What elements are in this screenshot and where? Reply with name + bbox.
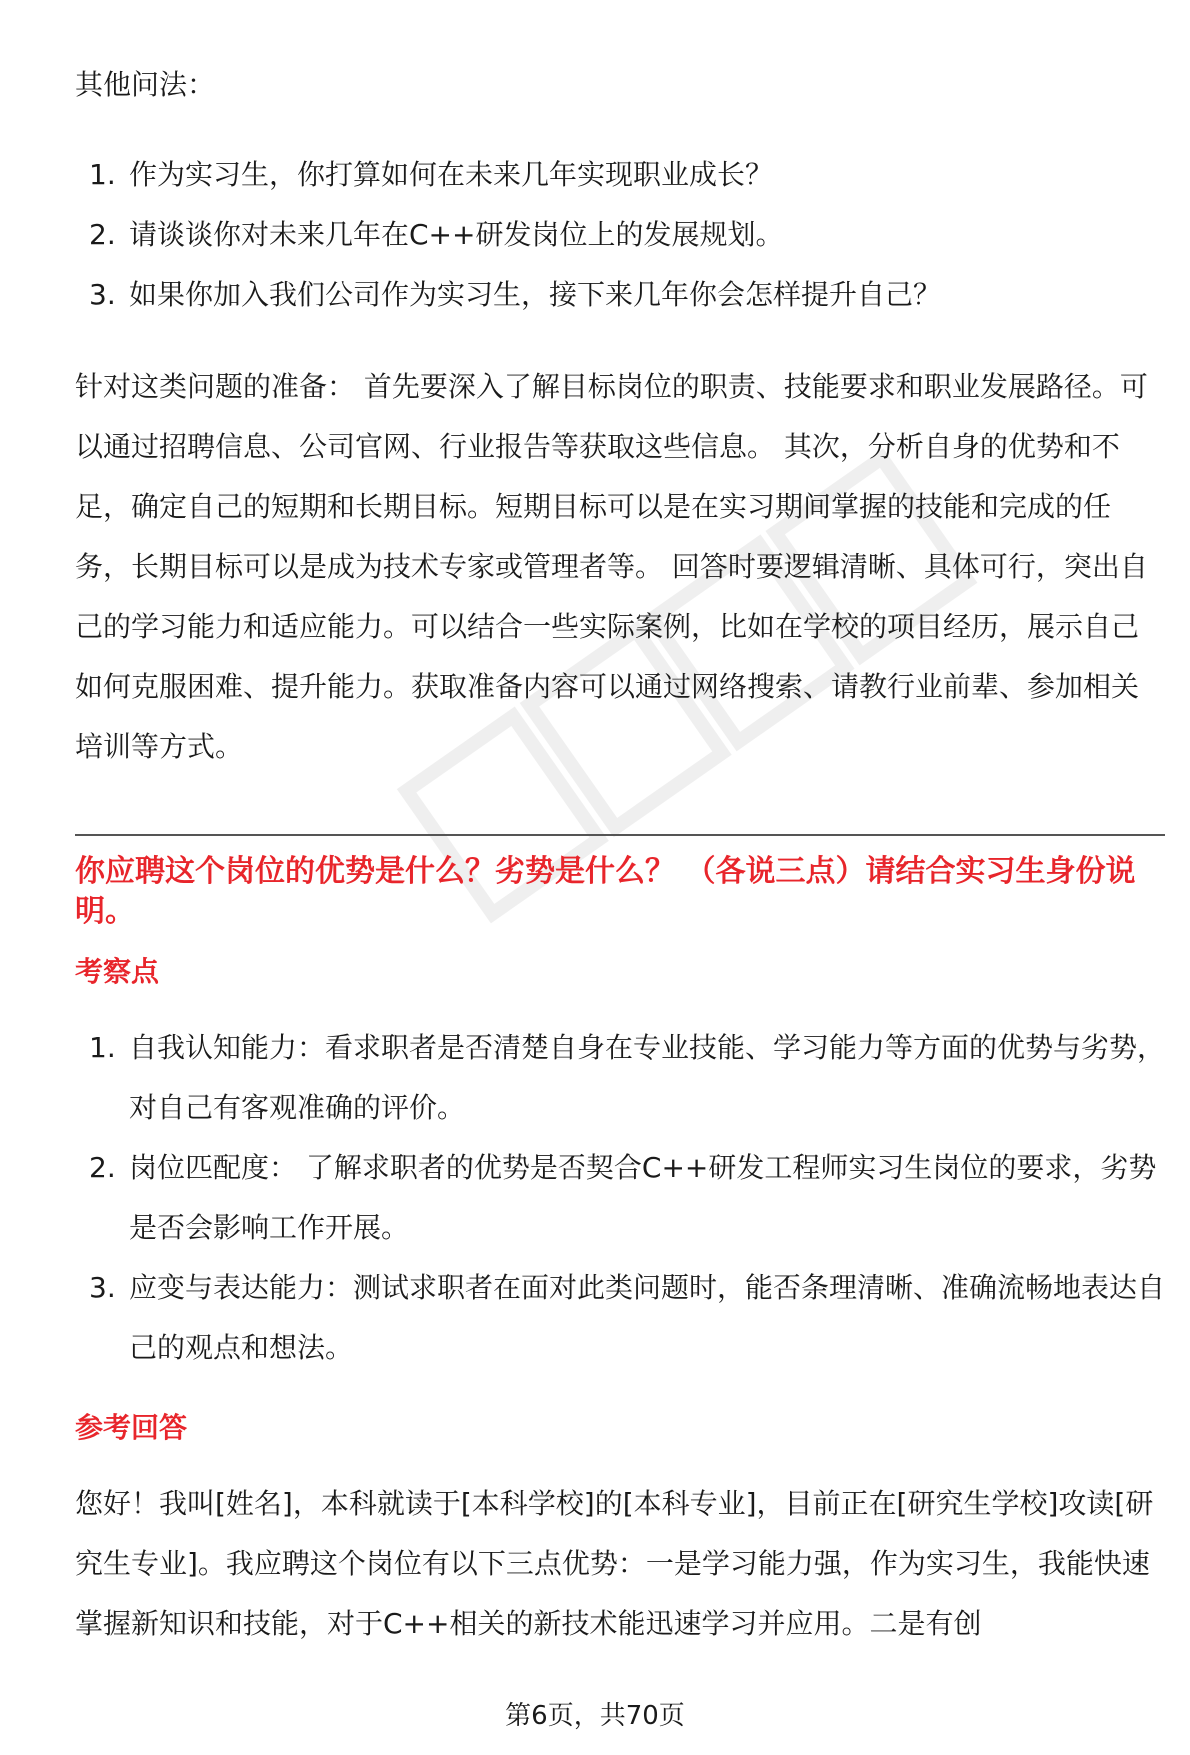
list-number: 3.	[89, 1271, 116, 1304]
question-heading: 你应聘这个岗位的优势是什么？劣势是什么？ （各说三点）请结合实习生身份说明。	[75, 854, 1136, 929]
kaochadian-list	[75, 1018, 1165, 1378]
list-item-text: 岗位匹配度： 了解求职者的优势是否契合C++研发工程师实习生岗位的要求，劣势是否会影响工作开展。	[129, 1151, 1157, 1244]
list-number: 2.	[89, 218, 116, 251]
kaochadian-heading: 考察点	[75, 955, 160, 988]
reference-answer-heading: 参考回答	[75, 1411, 188, 1444]
list-item-text: 作为实习生，你打算如何在未来几年实现职业成长？	[129, 158, 774, 191]
list-number: 1.	[89, 1031, 116, 1064]
list-number: 3.	[89, 278, 116, 311]
list-number: 1.	[89, 158, 116, 191]
list-item-text: 如果你加入我们公司作为实习生，接下来几年你会怎样提升自己？	[129, 278, 942, 311]
list-item-text: 自我认知能力：看求职者是否清楚自身在专业技能、学习能力等方面的优势与劣势，对自己有客观准确的评价。	[129, 1031, 1166, 1124]
list-item	[75, 205, 1165, 265]
section-divider	[75, 834, 1165, 836]
list-item	[75, 1138, 1165, 1258]
list-item	[75, 145, 1165, 205]
list-number: 2.	[89, 1151, 116, 1184]
list-item	[75, 1258, 1165, 1378]
list-item-text: 请谈谈你对未来几年在C++研发岗位上的发展规划。	[129, 218, 784, 251]
alternate-questions-list	[75, 145, 1165, 325]
list-item	[75, 265, 1165, 325]
list-item	[75, 1018, 1165, 1138]
reference-answer-paragraph: 您好！我叫[姓名]，本科就读于[本科学校]的[本科专业]，目前正在[研究生学校]攻读[研究生专业]。我应聘这个岗位有以下三点优势：一是学习能力强，作为实习生，我能快速掌握新知识和技能，对于C++相关的新技术能迅速学习并应用。二是有创	[75, 1487, 1154, 1640]
list-item-text: 应变与表达能力：测试求职者在面对此类问题时，能否条理清晰、准确流畅地表达自己的观点和想法。	[129, 1271, 1166, 1364]
intro-label: 其他问法：	[75, 68, 216, 101]
page-footer: 第6页，共70页	[505, 1701, 685, 1731]
preparation-paragraph: 针对这类问题的准备： 首先要深入了解目标岗位的职责、技能要求和职业发展路径。可以通过招聘信息、公司官网、行业报告等获取这些信息。 其次，分析自身的优势和不足，确定自己的短期和长期目标。短期目标可以是在实习期间掌握的技能和完成的任务，长期目标可以是成为技术专家或管理者等。 回答时要逻辑清晰、具体可行，突出自己的学习能力和适应能力。可以结合一些实际案例，比如在学校的项目经历，展示自己如何克服困难、提升能力。获取准备内容可以通过网络搜索、请教行业前辈、参加相关培训等方式。	[75, 370, 1148, 763]
